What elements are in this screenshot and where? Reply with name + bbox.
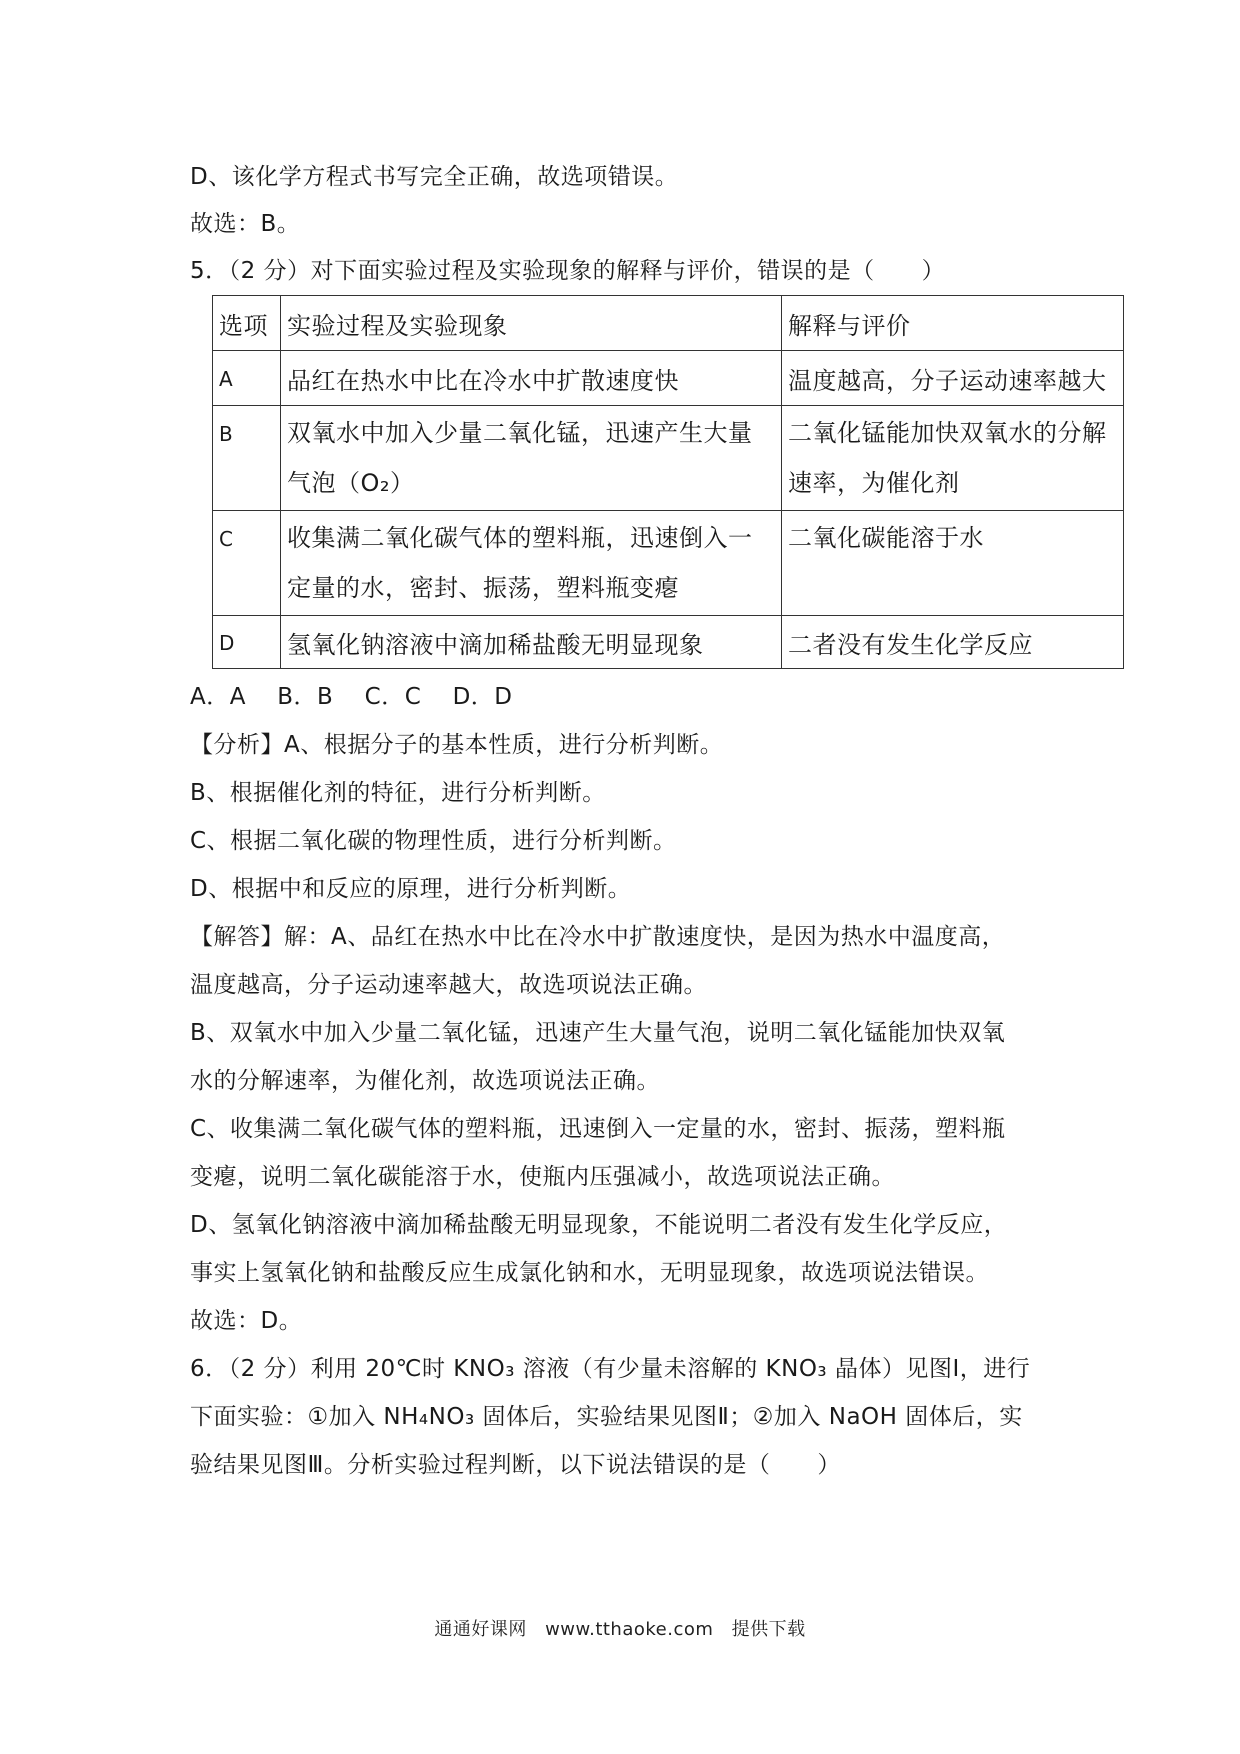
page-footer xyxy=(0,1615,1240,1641)
option-cell: C xyxy=(213,511,281,616)
table-row xyxy=(213,351,1124,406)
solution-line: D、氢氧化钠溶液中滴加稀盐酸无明显现象，不能说明二者没有发生化学反应， xyxy=(190,1212,1008,1238)
table-row xyxy=(213,406,1124,511)
table-header-row xyxy=(213,296,1124,351)
footer-note: 提供下载 xyxy=(731,1619,806,1640)
option-cell: A xyxy=(213,351,281,406)
footer-site-name: 通通好课网 xyxy=(434,1619,527,1640)
table-row xyxy=(213,511,1124,616)
solution-line: 【解答】解：A、品红在热水中比在冷水中扩散速度快，是因为热水中温度高， xyxy=(190,924,1006,950)
table-header-cell: 选项 xyxy=(213,296,281,351)
solution-line: B、双氧水中加入少量二氧化锰，迅速产生大量气泡，说明二氧化锰能加快双氧 xyxy=(190,1020,1006,1046)
table-header-cell: 解释与评价 xyxy=(782,296,1124,351)
analysis-line: 【分析】A、根据分子的基本性质，进行分析判断。 xyxy=(190,732,724,758)
solution-line: 故选：D。 xyxy=(190,1308,303,1334)
question-6-stem: 验结果见图Ⅲ。分析实验过程判断，以下说法错误的是（ ） xyxy=(190,1452,841,1478)
option-cell: B xyxy=(213,406,281,511)
question-5-stem: 5．（2 分）对下面实验过程及实验现象的解释与评价，错误的是（ ） xyxy=(190,258,946,284)
analysis-line: B、根据催化剂的特征，进行分析判断。 xyxy=(190,780,606,806)
question-5-table xyxy=(212,295,1124,669)
footer-url[interactable]: www.tthaoke.com xyxy=(545,1619,714,1640)
question-6-stem: 6．（2 分）利用 20℃时 KNO₃ 溶液（有少量未溶解的 KNO₃ 晶体）见图Ⅰ，进行 xyxy=(190,1356,1031,1382)
analysis-line: C、根据二氧化碳的物理性质，进行分析判断。 xyxy=(190,828,677,854)
explanation-cell: 二者没有发生化学反应 xyxy=(782,616,1124,669)
explanation-cell: 二氧化锰能加快双氧水的分解速率，为催化剂 xyxy=(782,406,1124,511)
process-cell: 氢氧化钠溶液中滴加稀盐酸无明显现象 xyxy=(281,616,782,669)
option-cell: D xyxy=(213,616,281,669)
analysis-line: D、根据中和反应的原理，进行分析判断。 xyxy=(190,876,632,902)
process-cell: 品红在热水中比在冷水中扩散速度快 xyxy=(281,351,782,406)
answer-choices: A．A B．B C．C D．D xyxy=(190,684,513,710)
solution-line: 变瘪，说明二氧化碳能溶于水，使瓶内压强减小，故选项说法正确。 xyxy=(190,1164,895,1190)
table-header-cell: 实验过程及实验现象 xyxy=(281,296,782,351)
explanation-cell: 温度越高，分子运动速率越大 xyxy=(782,351,1124,406)
solution-line: 水的分解速率，为催化剂，故选项说法正确。 xyxy=(190,1068,660,1094)
text-line: 故选：B。 xyxy=(190,211,301,237)
solution-line: 温度越高，分子运动速率越大，故选项说法正确。 xyxy=(190,972,707,998)
solution-line: C、收集满二氧化碳气体的塑料瓶，迅速倒入一定量的水，密封、振荡，塑料瓶 xyxy=(190,1116,1006,1142)
table-row xyxy=(213,616,1124,669)
question-6-stem: 下面实验：①加入 NH₄NO₃ 固体后，实验结果见图Ⅱ；②加入 NaOH 固体后，实 xyxy=(190,1404,1023,1430)
solution-line: 事实上氢氧化钠和盐酸反应生成氯化钠和水，无明显现象，故选项说法错误。 xyxy=(190,1260,989,1286)
explanation-cell: 二氧化碳能溶于水 xyxy=(782,511,1124,616)
process-cell: 双氧水中加入少量二氧化锰，迅速产生大量气泡（O₂） xyxy=(281,406,782,511)
text-line: D、该化学方程式书写完全正确，故选项错误。 xyxy=(190,164,679,190)
process-cell: 收集满二氧化碳气体的塑料瓶，迅速倒入一定量的水，密封、振荡，塑料瓶变瘪 xyxy=(281,511,782,616)
